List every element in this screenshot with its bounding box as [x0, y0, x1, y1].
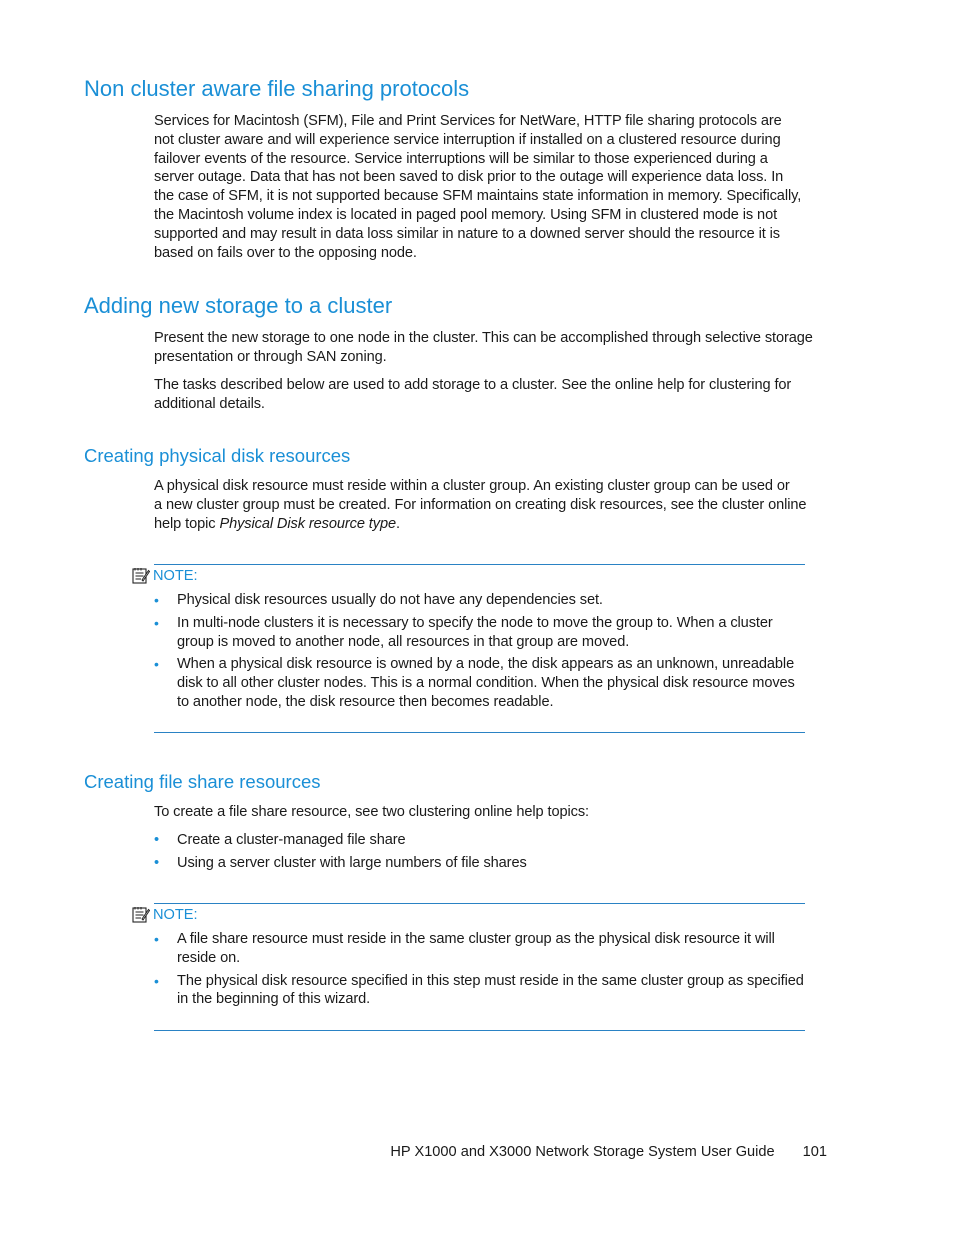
note-pad-icon	[132, 567, 150, 584]
bullet-dot-icon: •	[154, 854, 160, 871]
text-line: The tasks described below are used to add storage to a cluster. See the online help for clustering for	[154, 377, 792, 393]
note-list	[154, 591, 814, 712]
text-line: reside on.	[177, 949, 241, 966]
text-line: group is moved to another node, all resources in that group are moved.	[177, 633, 630, 650]
text-line: presentation or through SAN zoning.	[154, 348, 387, 365]
text-line: A physical disk resource must reside within a cluster group. An existing cluster group can be used or	[154, 478, 790, 494]
text-line: the case of SFM, it is not supported because SFM maintains state information in memory. Specifically,	[154, 188, 802, 205]
note-pad-icon	[132, 906, 150, 923]
section-heading-non-cluster: Non cluster aware file sharing protocols	[84, 76, 470, 101]
text-line: server outage. Data that has not been saved to disk prior to the outage will experience data loss. In	[154, 169, 784, 186]
text-fragment: help topic	[154, 515, 220, 532]
text-line: Create a cluster-managed file share	[177, 832, 406, 848]
list-item	[154, 854, 527, 873]
text-line: the Macintosh volume index is located in paged pool memory. Using SFM in clustered mode is not	[154, 206, 778, 223]
non-cluster-paragraph	[154, 112, 834, 262]
list-item	[154, 831, 527, 850]
adding-storage-paragraph-1	[154, 329, 834, 367]
text-line: additional details.	[154, 395, 265, 412]
physical-disk-paragraph	[154, 477, 834, 533]
note-header	[132, 567, 198, 584]
subsection-heading-file-share: Creating file share resources	[84, 771, 321, 792]
list-item	[154, 591, 814, 610]
text-line: a new cluster group must be created. For information on creating disk resources, see the cluster online	[154, 496, 807, 513]
text-line: in the beginning of this wizard.	[177, 991, 371, 1008]
text-fragment: .	[395, 515, 400, 532]
subsection-heading-physical-disk: Creating physical disk resources	[84, 445, 351, 466]
list-item	[154, 930, 814, 968]
bullet-dot-icon: •	[154, 656, 159, 673]
note-box-physical-disk	[154, 564, 805, 733]
text-line: The physical disk resource specified in this step must reside in the same cluster group as specified	[177, 972, 804, 989]
text-line: To create a file share resource, see two clustering online help topics:	[154, 804, 590, 820]
footer-title: HP X1000 and X3000 Network Storage System User Guide	[390, 1144, 775, 1160]
text-line: not cluster aware and will experience service interruption if installed on a clustered resource during	[154, 131, 781, 148]
text-line: supported and may result in data loss similar in nature to a downed server should the resource it is	[154, 225, 780, 242]
page-footer	[390, 1144, 827, 1160]
bullet-dot-icon: •	[154, 614, 159, 631]
text-line: When a physical disk resource is owned by a node, the disk appears as an unknown, unreadable	[177, 656, 795, 673]
text-line: Services for Macintosh (SFM), File and Print Services for NetWare, HTTP file sharing protocols are	[154, 113, 782, 129]
page-number: 101	[802, 1144, 827, 1160]
list-item	[154, 655, 814, 711]
text-line: to another node, the disk resource then becomes readable.	[177, 693, 554, 710]
note-header	[132, 906, 198, 923]
file-share-topics-list	[154, 831, 527, 873]
note-list	[154, 930, 814, 1009]
note-label: NOTE:	[153, 567, 198, 584]
note-box-file-share	[154, 903, 805, 1031]
bullet-dot-icon: •	[154, 972, 159, 989]
text-line: In multi-node clusters it is necessary to specify the node to move the group to. When a cluster	[177, 614, 773, 631]
text-line: disk to all other cluster nodes. This is a normal condition. When the physical disk resource moves	[177, 675, 795, 692]
text-line: based on fails over to the opposing node.	[154, 244, 417, 261]
text-line: A file share resource must reside in the same cluster group as the physical disk resource it will	[177, 931, 775, 947]
text-line: failover events of the resource. Service interruptions will be similar to those experienced during a	[154, 150, 768, 167]
text-line: Present the new storage to one node in the cluster. This can be accomplished through selective storage	[154, 330, 813, 346]
text-line: Physical disk resources usually do not have any dependencies set.	[177, 592, 603, 608]
bullet-dot-icon: •	[154, 592, 159, 608]
file-share-intro	[154, 803, 834, 822]
text-line	[154, 515, 834, 534]
list-item	[154, 972, 814, 1010]
list-item	[154, 614, 814, 652]
bullet-dot-icon: •	[154, 832, 160, 848]
text-line: Using a server cluster with large numbers of file shares	[177, 854, 527, 871]
adding-storage-paragraph-2	[154, 376, 834, 414]
topic-reference: Physical Disk resource type	[219, 515, 396, 532]
bullet-dot-icon: •	[154, 931, 159, 947]
note-label: NOTE:	[153, 906, 198, 923]
section-heading-adding-storage: Adding new storage to a cluster	[84, 293, 393, 318]
